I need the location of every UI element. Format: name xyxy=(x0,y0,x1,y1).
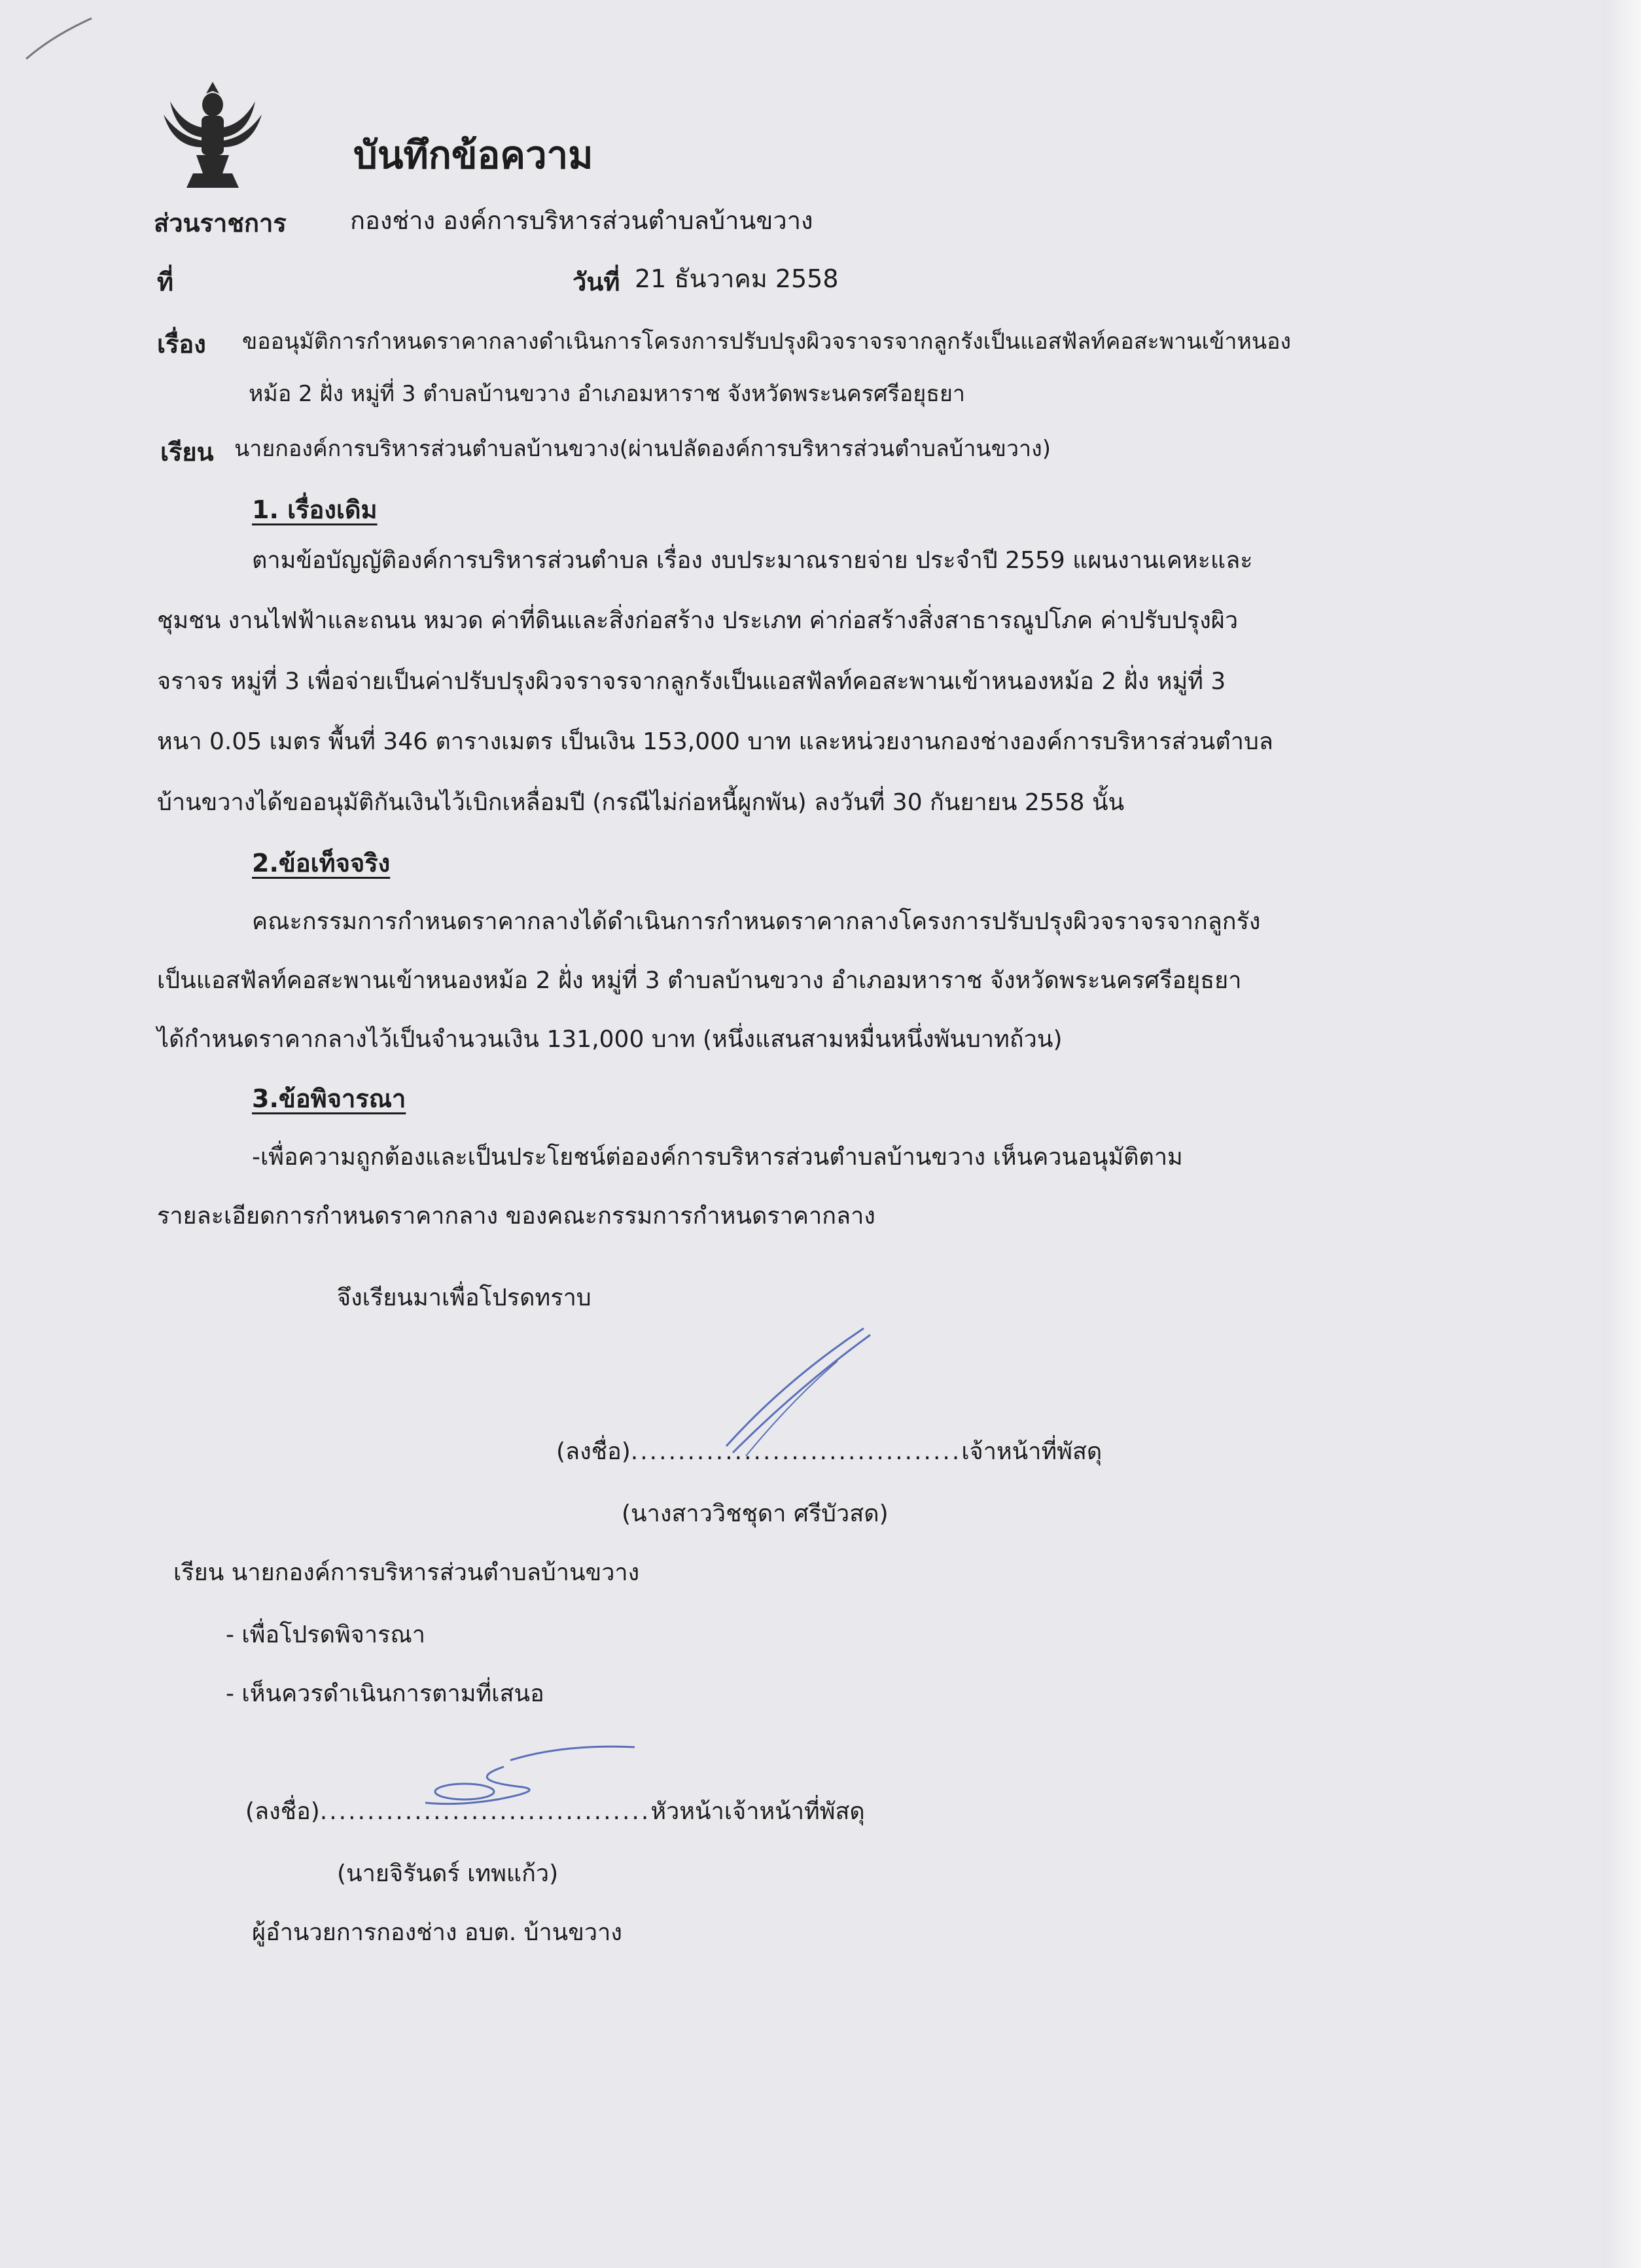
subject-line-2: หม้อ 2 ฝั่ง หมู่ที่ 3 ตำบลบ้านขวาง อำเภอมหาราช จังหวัดพระนครศรีอยุธยา xyxy=(249,381,966,407)
agency-label: ส่วนราชการ xyxy=(154,209,287,238)
subject-label: เรื่อง xyxy=(157,330,206,359)
section-1-line: ชุมชน งานไฟฟ้าและถนน หมวด ค่าที่ดินและสิ่งก่อสร้าง ประเภท ค่าก่อสร้างสิ่งสาธารณูปโภค ค่าปรับปรุงผิว xyxy=(157,607,1239,634)
section-1-line: ตามข้อบัญญัติองค์การบริหารส่วนตำบล เรื่อง งบประมาณรายจ่าย ประจำปี 2559 แผนงานเคหะและ xyxy=(252,547,1253,574)
endorsement-to: เรียน นายกองค์การบริหารส่วนตำบลบ้านขวาง xyxy=(173,1559,640,1586)
sign-prefix: (ลงชื่อ) xyxy=(245,1798,320,1825)
subject-line-1: ขออนุมัติการกำหนดราคากลางดำเนินการโครงการปรับปรุงผิวจราจรจากลูกรังเป็นแอสฟัลท์คอสะพานเข้าหนอง xyxy=(242,328,1292,355)
agency-value: กองช่าง องค์การบริหารส่วนตำบลบ้านขวาง xyxy=(350,206,813,235)
closing-text: จึงเรียนมาเพื่อโปรดทราบ xyxy=(337,1285,591,1311)
sign-dots: ................................... xyxy=(319,1798,651,1825)
to-value: นายกองค์การบริหารส่วนตำบลบ้านขวาง(ผ่านปลัดองค์การบริหารส่วนตำบลบ้านขวาง) xyxy=(234,436,1051,462)
ref-no-label: ที่ xyxy=(157,268,174,296)
section-1-line: หนา 0.05 เมตร พื้นที่ 346 ตารางเมตร เป็นเงิน 153,000 บาท และหน่วยงานกองช่างองค์การบริหารส่วนตำบล xyxy=(157,728,1273,755)
signature-2-name: (นายจิรันดร์ เทพแก้ว) xyxy=(337,1860,559,1887)
signature-1-position: เจ้าหน้าที่พัสดุ xyxy=(961,1438,1103,1465)
endorsement-item-1: - เพื่อโปรดพิจารณา xyxy=(226,1621,425,1648)
section-3-heading: 3.ข้อพิจารณา xyxy=(252,1084,406,1113)
section-2-line: เป็นแอสฟัลท์คอสะพานเข้าหนองหม้อ 2 ฝั่ง หมู่ที่ 3 ตำบลบ้านขวาง อำเภอมหาราช จังหวัดพระนครศรีอยุธยา xyxy=(157,967,1242,994)
signature-2-line xyxy=(245,1796,865,1828)
date-value: 21 ธันวาคม 2558 xyxy=(635,264,839,293)
endorsement-item-2: - เห็นควรดำเนินการตามที่เสนอ xyxy=(226,1680,544,1707)
signature-1-name: (นางสาววิชชุดา ศรีบัวสด) xyxy=(622,1500,889,1527)
section-3-line: -เพื่อความถูกต้องและเป็นประโยชน์ต่อองค์การบริหารส่วนตำบลบ้านขวาง เห็นควนอนุมัติตาม xyxy=(252,1144,1183,1171)
to-label: เรียน xyxy=(160,438,214,467)
section-1-line: จราจร หมู่ที่ 3 เพื่อจ่ายเป็นค่าปรับปรุงผิวจราจรจากลูกรังเป็นแอสฟัลท์คอสะพานเข้าหนองหม้อ 2 ฝั่ง หมู่ที่ 3 xyxy=(157,668,1226,695)
sign-prefix: (ลงชื่อ) xyxy=(556,1438,631,1465)
signature-2-position: หัวหน้าเจ้าหน้าที่พัสดุ xyxy=(650,1798,865,1825)
sign-dots: ................................... xyxy=(630,1438,962,1465)
garuda-emblem xyxy=(157,75,268,193)
section-3-line: รายละเอียดการกำหนดราคากลาง ของคณะกรรมการกำหนดราคากลาง xyxy=(157,1203,875,1230)
signature-1-line xyxy=(556,1436,1102,1468)
pen-mark xyxy=(20,13,98,65)
section-1-heading: 1. เรื่องเดิม xyxy=(252,495,378,524)
page-edge xyxy=(1602,0,1641,2268)
section-2-line: คณะกรรมการกำหนดราคากลางได้ดำเนินการกำหนดราคากลางโครงการปรับปรุงผิวจราจรจากลูกรัง xyxy=(252,908,1261,935)
section-1-line: บ้านขวางได้ขออนุมัติกันเงินไว้เบิกเหลื่อมปี (กรณีไม่ก่อหนี้ผูกพัน) ลงวันที่ 30 กันยายน 2558 นั้น xyxy=(157,789,1125,816)
date-label: วันที่ xyxy=(573,268,620,296)
section-2-line: ได้กำหนดราคากลางไว้เป็นจำนวนเงิน 131,000 บาท (หนึ่งแสนสามหมื่นหนึ่งพันบาทถ้วน) xyxy=(157,1026,1063,1053)
section-2-heading: 2.ข้อเท็จจริง xyxy=(252,849,391,877)
signature-2-title: ผู้อำนวยการกองช่าง อบต. บ้านขวาง xyxy=(252,1919,622,1946)
memo-title: บันทึกข้อความ xyxy=(353,133,593,177)
